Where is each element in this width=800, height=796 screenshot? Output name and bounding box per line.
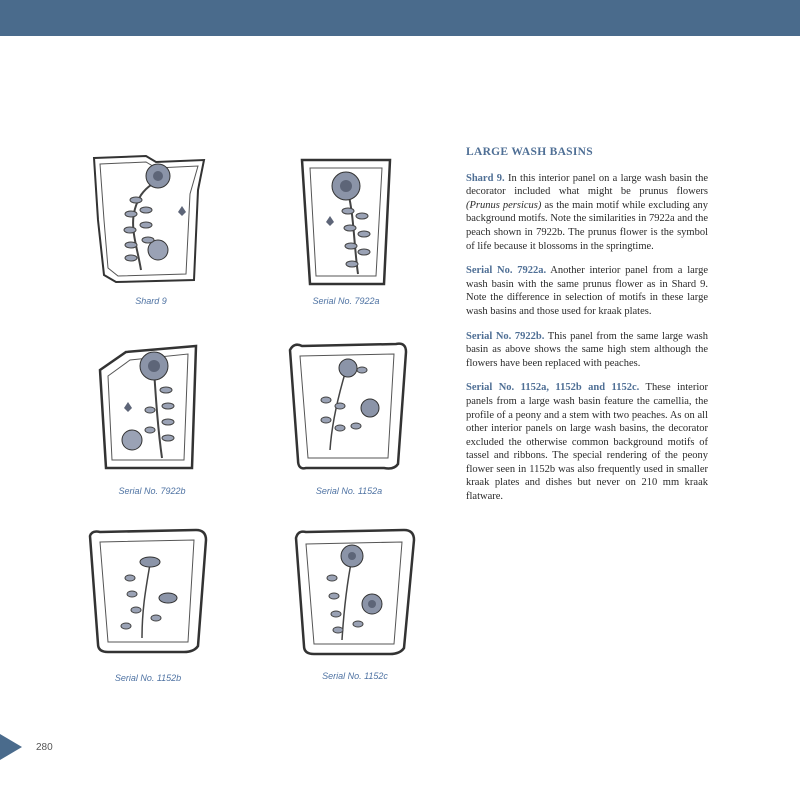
paragraph-1152	[466, 381, 708, 503]
figure-caption: Serial No. 1152a	[315, 486, 383, 496]
figure-caption: Shard 9	[135, 296, 167, 306]
panel-drawing	[292, 528, 418, 658]
figure-1152a	[286, 340, 412, 496]
paragraph-7922a	[466, 264, 708, 318]
panel-drawing	[86, 150, 216, 290]
section-heading: LARGE WASH BASINS	[466, 146, 593, 158]
page-number: 280	[36, 742, 53, 753]
paragraph-body: This panel from the same large wash basin as above shows the same high stem although the flowers have been replaced with peaches.	[466, 330, 709, 369]
figure-caption: Serial No. 7922a	[312, 296, 380, 306]
paragraph-body: In this interior panel on a large wash basin the decorator included what might be prunus flowers	[466, 172, 708, 198]
figure-7922a	[296, 156, 396, 306]
figure-1152b	[86, 528, 210, 683]
figure-1152c	[292, 528, 418, 681]
paragraph-body: Another interior panel from a large wash basin with the same prunus flower as in Shard 9. Note the difference in selection of motifs in these large wash basins and those used for kraak plates.	[466, 265, 709, 317]
figure-caption: Serial No. 1152b	[114, 673, 182, 683]
header-band	[0, 0, 800, 36]
page-marker-arrow	[0, 734, 22, 760]
panel-drawing	[296, 156, 396, 290]
paragraph-lead: Serial No. 7922b.	[466, 330, 545, 342]
paragraph-7922b	[466, 330, 708, 371]
panel-drawing	[96, 340, 208, 474]
paragraph-lead: Shard 9.	[466, 172, 505, 184]
paragraph-lead: Serial No. 1152a, 1152b and 1152c.	[466, 382, 640, 394]
panel-drawing	[86, 528, 210, 656]
article-text	[466, 146, 708, 515]
paragraph-shard-9	[466, 172, 708, 254]
figure-shard-9	[86, 150, 216, 306]
panel-drawing	[286, 340, 412, 474]
latin-name: (Prunus persicus)	[466, 199, 542, 211]
paragraph-lead: Serial No. 7922a.	[466, 265, 547, 277]
paragraph-body: as the main motif while excluding any background motifs. Note the similarities in 7922a and the peach shown in 7922b. The prunus flower is the symbol of life because it blossoms in the springtime.	[466, 199, 709, 252]
figure-caption: Serial No. 7922b	[118, 486, 186, 496]
paragraph-body: These interior panels from a large wash basin feature the camellia, the profile of a peony and a stem with two peaches. As on all other interior panels on large wash basins, the decorator excluded the otherwise common background motifs of tassel and ribbons. The special rendering of the peony flower seen in 1152b was also frequently used in smaller kraak plates and dishes but never on 210 mm kraak flatware.	[466, 382, 708, 503]
figure-caption: Serial No. 1152c	[322, 671, 388, 681]
figure-7922b	[96, 340, 208, 496]
